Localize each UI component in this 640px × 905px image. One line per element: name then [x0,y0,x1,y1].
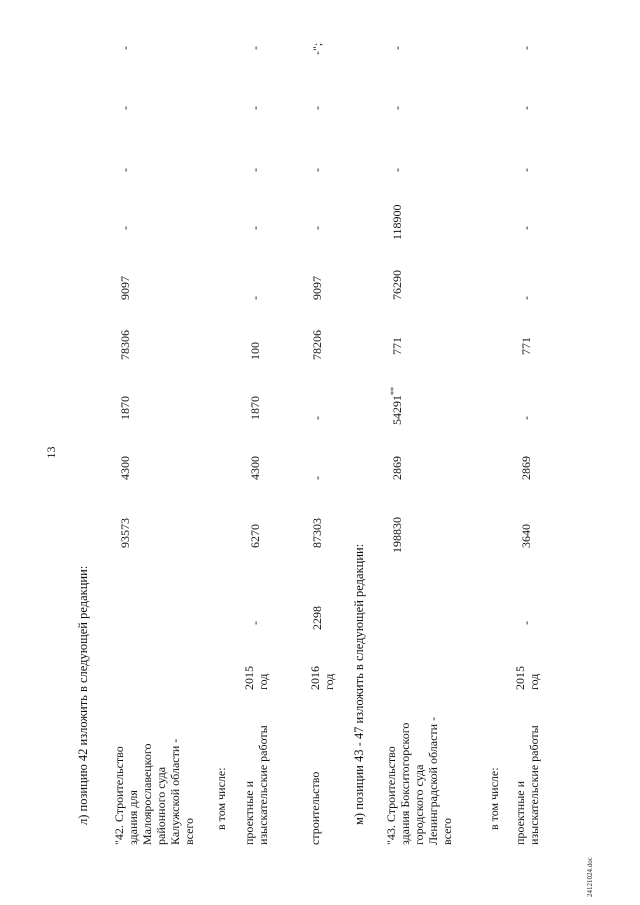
row-43-design-2019: - [519,106,533,110]
row-42-design-label: проектные и изыскательские работы [242,725,270,845]
row-42-construction-2018: - [310,168,324,172]
row-42-construction-2016-a: 78206 [310,330,324,360]
row-42-construction-total: 87303 [310,518,324,548]
row-43-design-label: проектные и изыскательские работы [513,725,541,845]
row-43-2015-a: 2869 [390,456,404,480]
row-42-design-total: 6270 [248,524,262,548]
row-43-design-total: 3640 [519,524,533,548]
row-43-design-v0: - [519,621,533,625]
row-43-2019: - [390,106,404,110]
row-43-design-2015-a: 2869 [519,456,533,480]
row-42-design-2020: - [248,46,262,50]
row-43-design-2016-b: - [519,296,533,300]
row-42-design-2015-a: 4300 [248,456,262,480]
row-43-total: 198830 [390,517,404,553]
row-42-construction-2017: - [310,226,324,230]
row-42-construction-2015-a: - [310,476,324,480]
row-42-design-2016-b: - [248,296,262,300]
row-42-construction-2019: - [310,106,324,110]
row-42-2020: - [118,46,132,50]
row-43-design-2018: - [519,168,533,172]
row-42-2015-a: 4300 [118,456,132,480]
row-42-including: в том числе: [214,767,228,830]
instruction-l: л) позицию 42 изложить в следующей редакции: [76,565,90,825]
row-42-total: 93573 [118,518,132,548]
row-42-construction-v0: 2298 [310,606,324,630]
row-42-2017: - [118,226,132,230]
row-42-2018: - [118,168,132,172]
row-42-design-2019: - [248,106,262,110]
row-42-label: "42. Строительство здания для Малоярославецкого районного суда Калужской области - всего [112,738,196,845]
row-43-2016-a: 771 [390,337,404,355]
row-42-2016-b: 9097 [118,276,132,300]
row-43-2020: - [390,46,404,50]
row-42-design-2018: - [248,168,262,172]
footnote-mark: ** [389,387,398,395]
row-42-design-2016-a: 100 [248,342,262,360]
row-43-design-year: 2015 год [513,666,541,690]
row-42-2015-b: 1870 [118,396,132,420]
row-43-2016-b: 76290 [390,270,404,300]
row-43-2018: - [390,168,404,172]
row-42-construction-year: 2016 год [308,666,336,690]
file-name: 24121024.doc [586,857,594,897]
row-43-including: в том числе: [487,767,501,830]
row-43-2017: 118900 [390,204,404,240]
row-42-design-2017: - [248,226,262,230]
row-43-design-2016-a: 771 [519,337,533,355]
row-42-design-year: 2015 год [242,666,270,690]
instruction-m: м) позиции 43 - 47 изложить в следующей редакции: [352,543,366,825]
row-42-construction-2015-b: - [310,416,324,420]
row-43-2015-b: 54291** [389,387,404,425]
row-43-design-2015-b: - [519,416,533,420]
row-43-label: "43. Строительство здания Бокситогорского городского суда Ленинградской области - всего [384,716,454,845]
row-42-2019: - [118,106,132,110]
row-42-construction-2016-b: 9097 [310,276,324,300]
page-number: 13 [44,446,58,459]
row-42-design-v0: - [248,621,262,625]
row-43-design-2017: - [519,226,533,230]
row-42-construction-label: строительство [308,771,322,845]
row-42-2016-a: 78306 [118,330,132,360]
row-42-construction-2020: -"; [310,42,324,55]
row-43-design-2020: - [519,46,533,50]
row-42-design-2015-b: 1870 [248,396,262,420]
